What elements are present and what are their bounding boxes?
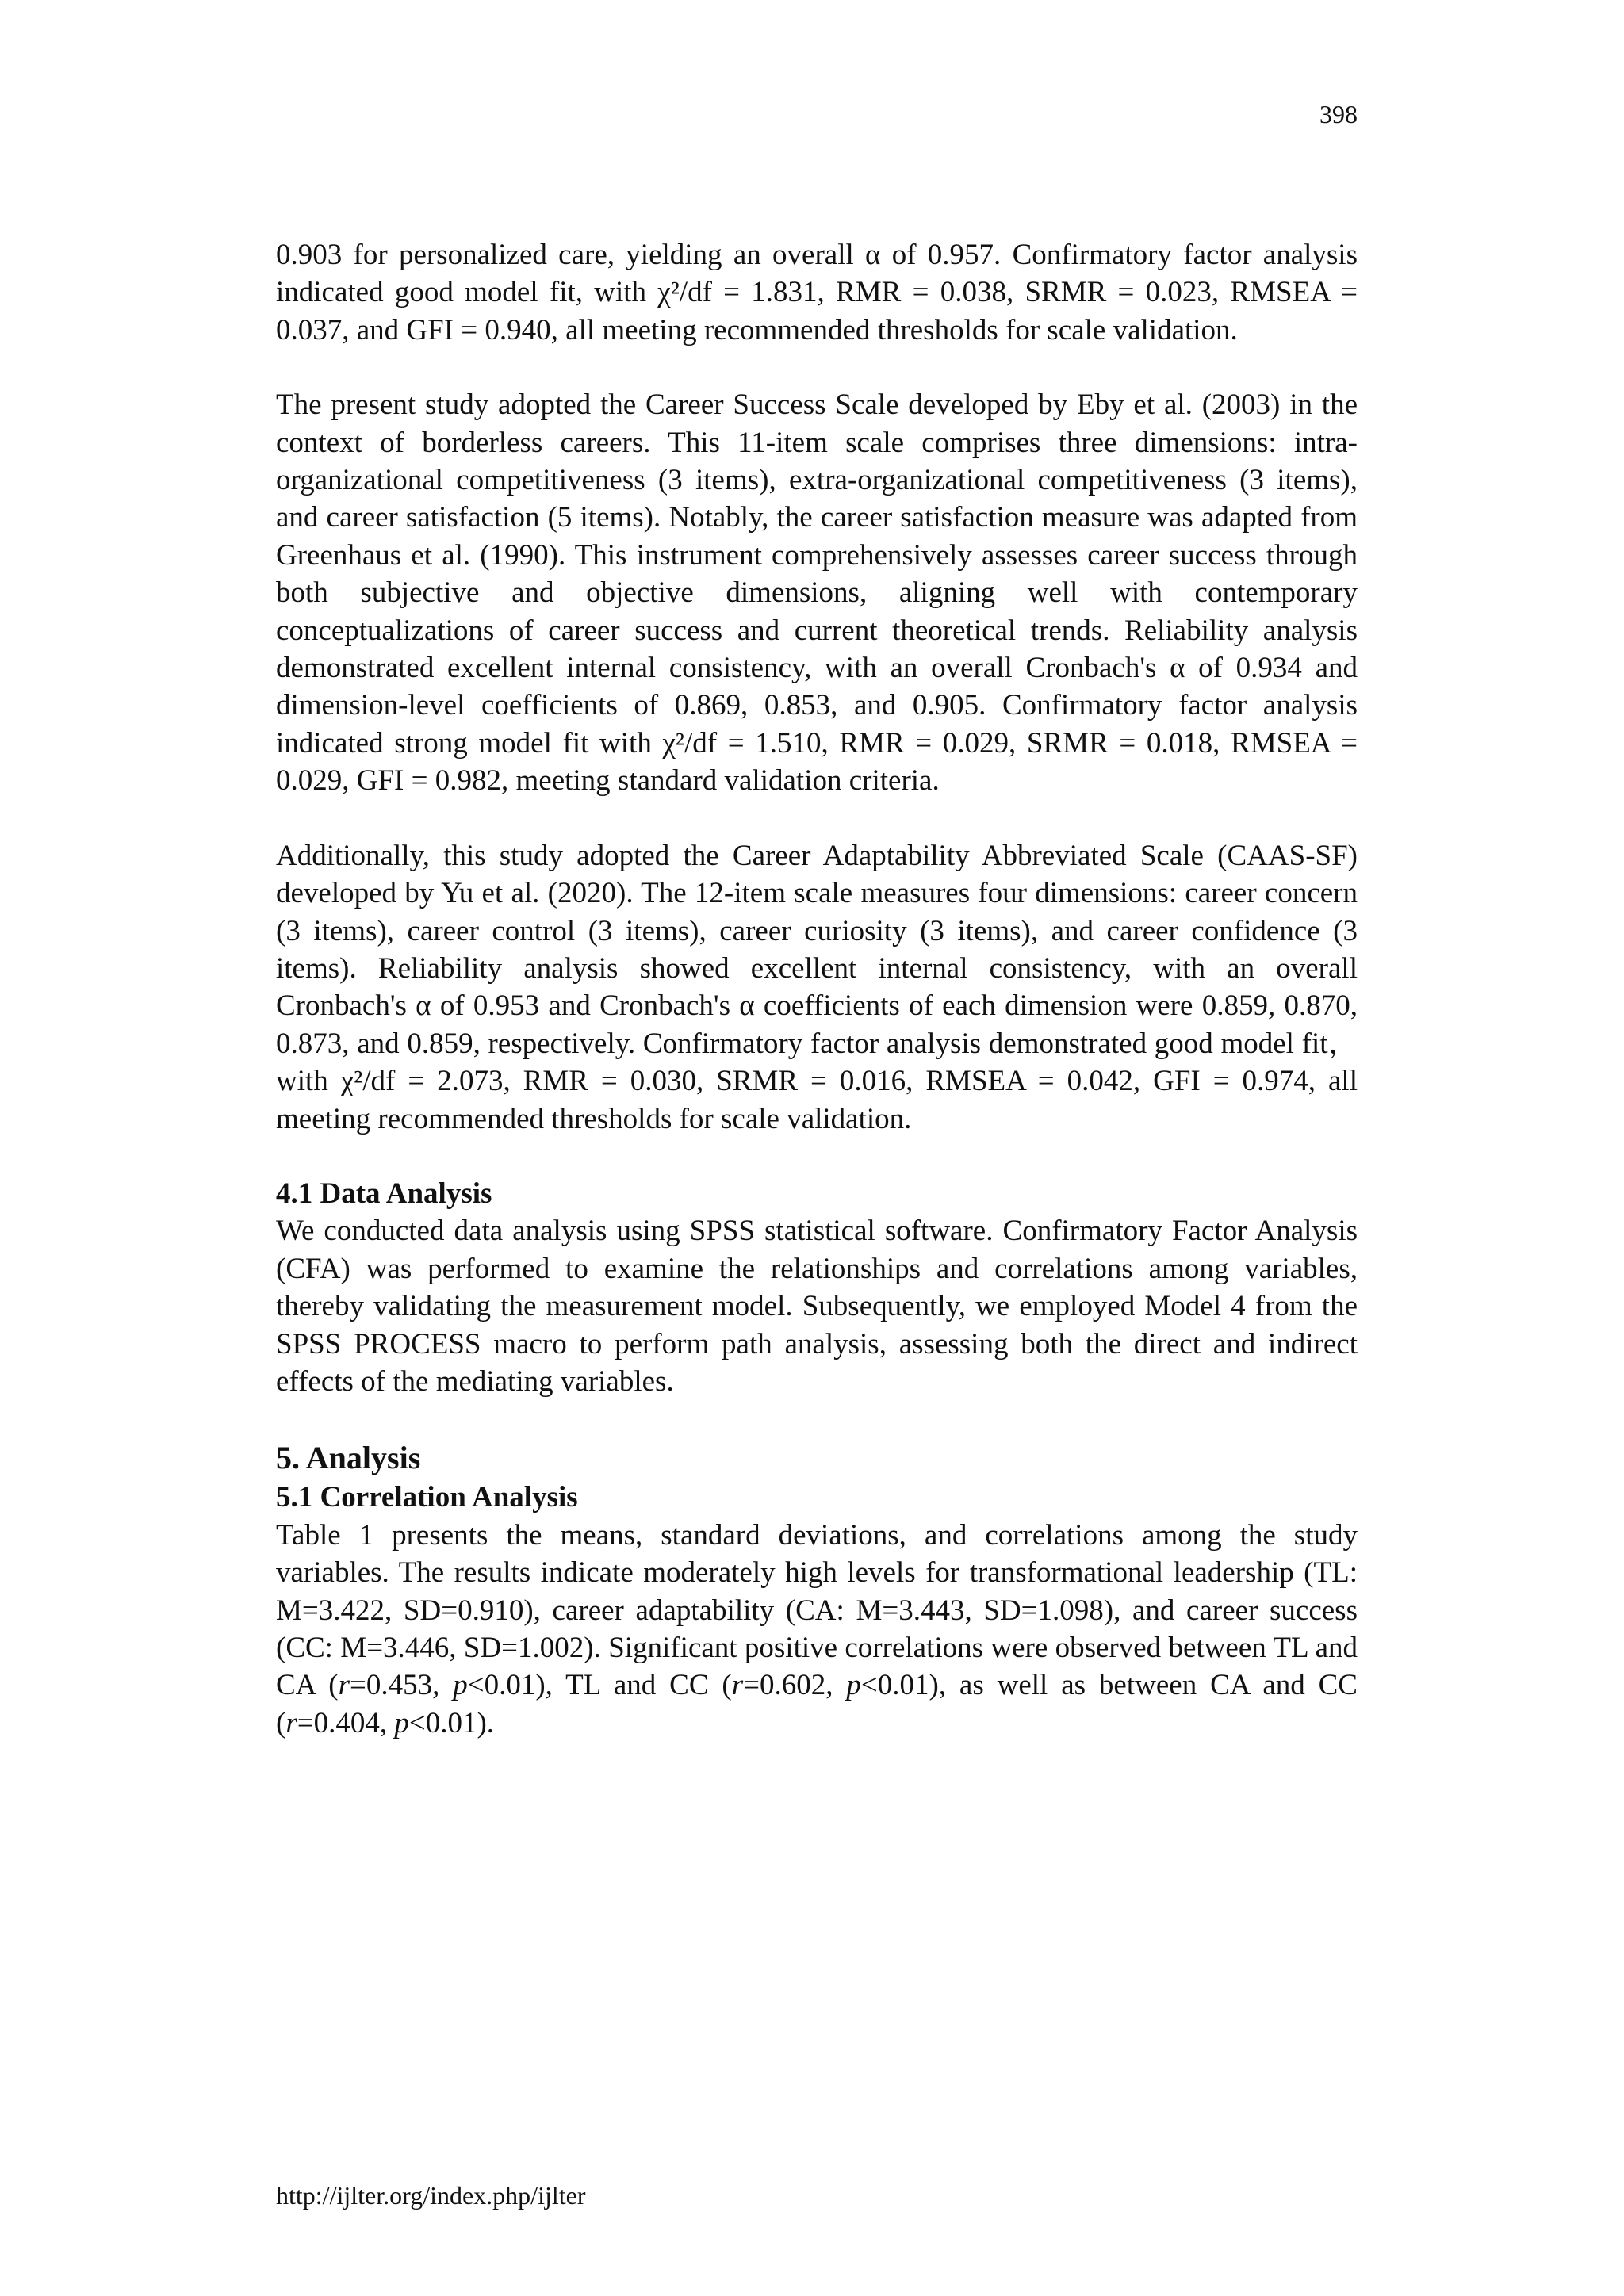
paragraph-career-adaptability-scale: Additionally, this study adopted the Career Adaptability Abbreviated Scale (CAAS-SF) developed by Yu et al. (2020). The 12-item scale measures four dimensions: career concern (3 items), career control (3 items), career curiosity (3 items), and career confidence (3 items). Reliability analysis showed excellent internal consistency, with an overall Cronbach's α of 0.953 and Cronbach's α coefficients of each dimension were 0.859, 0.870, 0.873, and 0.859, respectively. Confirmatory factor analysis demonstrated good model fit， with χ²/df = 2.073, RMR = 0.030, SRMR = 0.016, RMSEA = 0.042, GFI = 0.974, all meeting recommended thresholds for scale validation.	[276, 839, 1358, 1135]
paragraph-correlation-analysis	[276, 1517, 1358, 1742]
section-heading-analysis: 5. Analysis	[276, 1440, 421, 1476]
page-number: 398	[1320, 100, 1358, 128]
text-run: =0.404,	[297, 1706, 395, 1739]
paragraph-data-analysis: We conducted data analysis using SPSS statistical software. Confirmatory Factor Analysis (CFA) was performed to examine the relationships and correlations among variables, thereby validating the measurement model. Subsequently, we employed Model 4 from the SPSS PROCESS macro to perform path analysis, assessing both the direct and indirect effects of the mediating variables.	[276, 1215, 1358, 1398]
section-heading-correlation-analysis: 5.1 Correlation Analysis	[276, 1481, 578, 1514]
italic-p: p	[846, 1669, 861, 1702]
text-run: <0.01).	[408, 1706, 495, 1739]
paragraph-career-success-scale: The present study adopted the Career Success Scale developed by Eby et al. (2003) in the context of borderless careers. This 11-item scale comprises three dimensions: intra-organizational competitiveness (3 items), extra-organizational competitiveness (3 items), and career satisfaction (5 items). Notably, the career satisfaction measure was adapted from Greenhaus et al. (1990). This instrument comprehensively assesses career success through both subjective and objective dimensions, aligning well with contemporary conceptualizations of career success and current theoretical trends. Reliability analysis demonstrated excellent internal consistency, with an overall Cronbach's α of 0.934 and dimension-level coefficients of 0.869, 0.853, and 0.905. Confirmatory factor analysis indicated strong model fit with χ²/df = 1.510, RMR = 0.029, SRMR = 0.018, RMSEA = 0.029, GFI = 0.982, meeting standard validation criteria.	[276, 388, 1358, 798]
text-run: <0.01), TL and CC (	[467, 1669, 732, 1702]
italic-p: p	[453, 1669, 468, 1702]
italic-r: r	[731, 1669, 744, 1702]
italic-r: r	[285, 1706, 297, 1739]
paragraph-scale-validation: 0.903 for personalized care, yielding an overall α of 0.957. Confirmatory factor analysis indicated good model fit, with χ²/df = 1.831, RMR = 0.038, SRMR = 0.023, RMSEA = 0.037, and GFI = 0.940, all meeting recommended thresholds for scale validation.	[276, 239, 1358, 346]
text-run: <0.01), as well as between CA and CC (	[276, 1669, 1358, 1739]
section-heading-data-analysis: 4.1 Data Analysis	[276, 1177, 492, 1210]
italic-p: p	[394, 1706, 409, 1739]
article-body	[276, 236, 1358, 1779]
text-run: =0.453,	[349, 1669, 454, 1702]
text-run: =0.602,	[743, 1669, 847, 1702]
italic-r: r	[338, 1669, 350, 1702]
text-run: Table 1 presents the means, standard deviations, and correlations among the study variables. The results indicate moderately high levels for transformational leadership (TL: M=3.422, SD=0.910), career adaptability (CA: M=3.443, SD=1.098), and career success (CC: M=3.446, SD=1.002). Significant positive correlations were observed between TL and CA (	[276, 1518, 1358, 1702]
footer-url: http://ijlter.org/index.php/ijlter	[276, 2181, 586, 2210]
